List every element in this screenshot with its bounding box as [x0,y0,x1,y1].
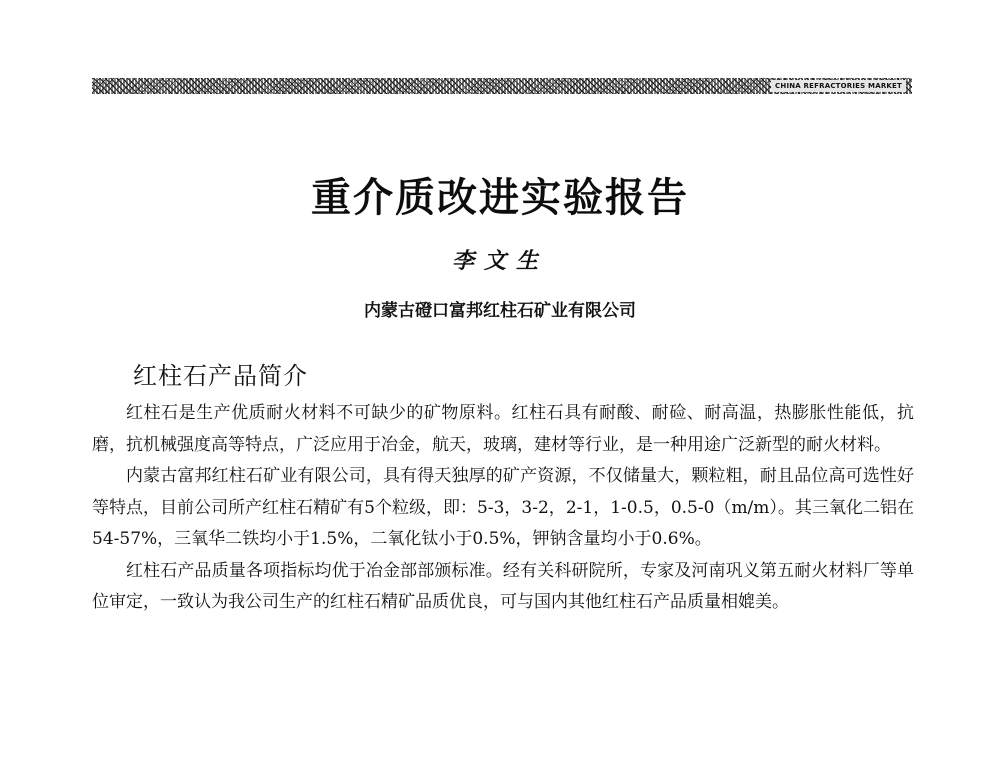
paragraph: 红柱石是生产优质耐火材料不可缺少的矿物原料。红柱石具有耐酸、耐硷、耐高温，热膨胀性能低，抗磨，抗机械强度高等特点，广泛应用于冶金，航天，玻璃，建材等行业，是一种用途广泛新型的耐火材料。 [92,403,914,455]
author-affiliation: 内蒙古磴口富邦红柱石矿业有限公司 [364,301,636,321]
section-body [92,398,914,619]
paragraph: 内蒙古富邦红柱石矿业有限公司，具有得天独厚的矿产资源，不仅储量大，颗粒粗，耐且品位高可选性好等特点，目前公司所产红柱石精矿有5个粒级，即：5-3，3-2，2-1，1-0.5，0.5-0（m/m）。其三氧化二铝在54-57%，三氧华二铁均小于1.5%，二氧化钛小于0.5%，钾钠含量均小于0.6%。 [92,466,914,549]
journal-header-label: CHINA REFRACTORIES MARKET [771,80,906,92]
paragraph: 红柱石产品质量各项指标均优于冶金部部颁标准。经有关科研院所，专家及河南巩义第五耐火材料厂等单位审定，一致认为我公司生产的红柱石精矿品质优良，可与国内其他红柱石产品质量相媲美。 [92,560,914,612]
journal-header-band [92,78,912,94]
section-heading: 红柱石产品简介 [133,362,308,390]
article-title: 重介质改进实验报告 [311,175,689,221]
article-author: 李文生 [451,248,548,274]
